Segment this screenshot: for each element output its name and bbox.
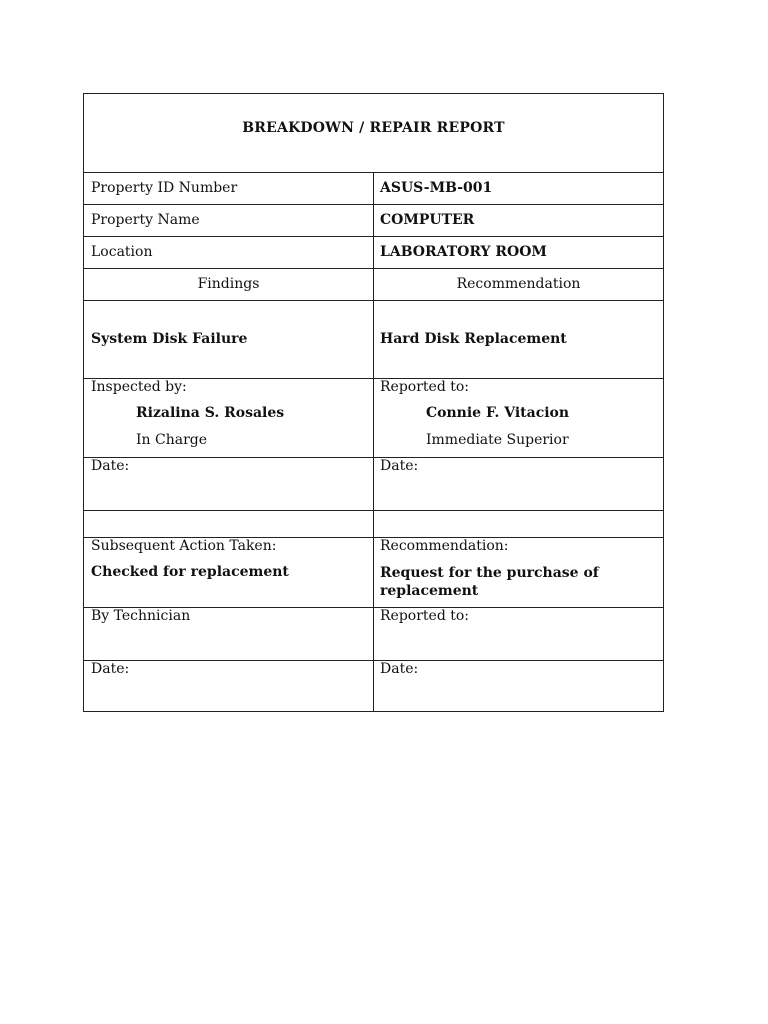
subsequent-value: Checked for replacement [91, 564, 289, 580]
inspected-cell [84, 379, 374, 457]
repair-report-form [83, 93, 664, 712]
property-id-row [84, 173, 663, 205]
report-title: BREAKDOWN / REPAIR REPORT [242, 120, 505, 136]
date-row-2 [84, 661, 663, 711]
findings-header: Findings [84, 269, 374, 300]
empty-cell-left [84, 511, 374, 537]
empty-row [84, 511, 663, 538]
location-value: LABORATORY ROOM [380, 244, 547, 260]
reported-role: Immediate Superior [426, 432, 569, 448]
recommendation-value: Hard Disk Replacement [380, 331, 567, 347]
date-label-right-2: Date: [380, 661, 419, 677]
inspected-label: Inspected by: [91, 379, 187, 395]
date-label-left-1: Date: [91, 458, 130, 474]
date-row-1 [84, 458, 663, 511]
property-id-value: ASUS-MB-001 [380, 180, 493, 196]
location-label: Location [84, 237, 374, 268]
technician-row [84, 608, 663, 661]
reported-label: Reported to: [380, 379, 470, 395]
location-row [84, 237, 663, 269]
reported-name: Connie F. Vitacion [426, 405, 570, 421]
property-name-row [84, 205, 663, 237]
date-label-left-2: Date: [91, 661, 130, 677]
date-cell-left-2 [84, 661, 374, 711]
technician-label: By Technician [91, 608, 191, 624]
subsequent-cell [84, 538, 374, 607]
property-name-label: Property Name [84, 205, 374, 236]
property-name-value: COMPUTER [380, 212, 475, 228]
empty-cell-right [374, 511, 663, 537]
signatories-row [84, 379, 663, 458]
title-row [84, 94, 663, 173]
reported-to-2-cell [374, 608, 663, 660]
date-label-right-1: Date: [380, 458, 419, 474]
recommendation2-label: Recommendation: [380, 538, 509, 554]
inspected-role: In Charge [136, 432, 208, 448]
recommendation-header: Recommendation [456, 276, 581, 292]
findings-header-row [84, 269, 663, 301]
recommendation2-value: Request for the purchase of replacement [380, 565, 599, 599]
recommendation2-cell [374, 538, 663, 607]
subsequent-row [84, 538, 663, 608]
date-cell-left-1 [84, 458, 374, 510]
findings-row [84, 301, 663, 379]
reported-cell [374, 379, 663, 457]
property-id-label: Property ID Number [84, 173, 374, 204]
subsequent-label: Subsequent Action Taken: [91, 538, 277, 554]
technician-cell [84, 608, 374, 660]
reported-to-2-label: Reported to: [380, 608, 470, 624]
date-cell-right-2 [374, 661, 663, 711]
date-cell-right-1 [374, 458, 663, 510]
inspected-name: Rizalina S. Rosales [136, 405, 285, 421]
findings-value: System Disk Failure [84, 301, 374, 378]
